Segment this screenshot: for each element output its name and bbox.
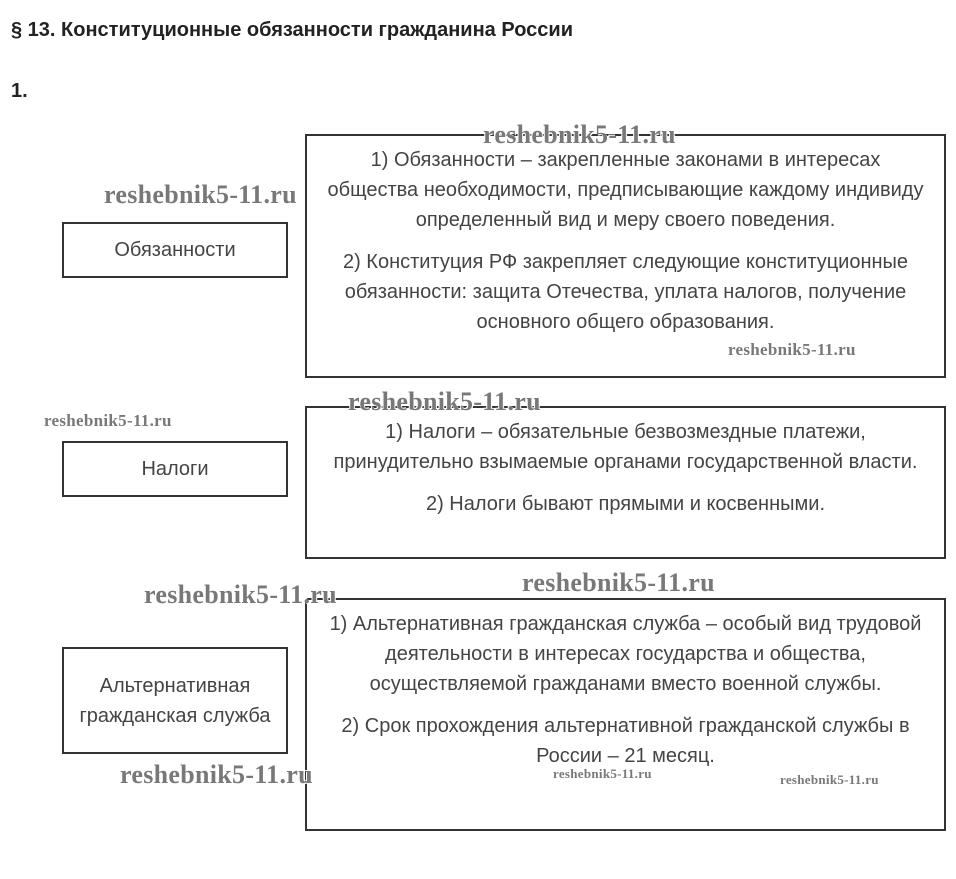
definition-box-duties	[305, 134, 946, 378]
definition-paragraph: 1) Обязанности – закрепленные законами в интересах общества необходимости, предписывающие каждому индивиду определенный вид и меру своего поведения.	[327, 149, 924, 231]
watermark: reshebnik5-11.ru	[483, 120, 676, 149]
term-label: Налоги	[141, 458, 209, 480]
definition-box-alt-service	[305, 598, 946, 831]
watermark: reshebnik5-11.ru	[553, 766, 652, 781]
page-title: § 13. Конституционные обязанности гражданина России	[11, 19, 573, 41]
term-box-duties	[62, 222, 288, 278]
watermark: reshebnik5-11.ru	[44, 411, 172, 430]
watermark: reshebnik5-11.ru	[144, 580, 337, 609]
watermark: reshebnik5-11.ru	[522, 568, 715, 597]
term-label: Обязанности	[114, 239, 236, 261]
term-label: Альтернативная гражданская служба	[79, 674, 271, 727]
watermark: reshebnik5-11.ru	[780, 772, 879, 787]
definition-paragraph: 2) Налоги бывают прямыми и косвенными.	[425, 493, 826, 515]
watermark: reshebnik5-11.ru	[728, 340, 856, 359]
watermark: reshebnik5-11.ru	[104, 180, 297, 209]
definition-paragraph: 2) Конституция РФ закрепляет следующие конституционные обязанности: защита Отечества, уплата налогов, получение основного общего образования.	[342, 251, 909, 333]
definition-paragraph: 1) Альтернативная гражданская служба – особый вид трудовой деятельности в интересах государства и общества, осуществляемой гражданами вместо военной службы.	[329, 613, 922, 695]
definition-box-taxes	[305, 406, 946, 559]
term-box-alt-service	[62, 647, 288, 754]
watermark: reshebnik5-11.ru	[348, 387, 541, 416]
definition-paragraph: 2) Срок прохождения альтернативной гражданской службы в России – 21 месяц.	[341, 715, 910, 767]
task-number: 1.	[11, 80, 28, 102]
term-box-taxes	[62, 441, 288, 497]
watermark: reshebnik5-11.ru	[120, 760, 313, 789]
definition-paragraph: 1) Налоги – обязательные безвозмездные платежи, принудительно взымаемые органами государственной власти.	[333, 421, 918, 473]
